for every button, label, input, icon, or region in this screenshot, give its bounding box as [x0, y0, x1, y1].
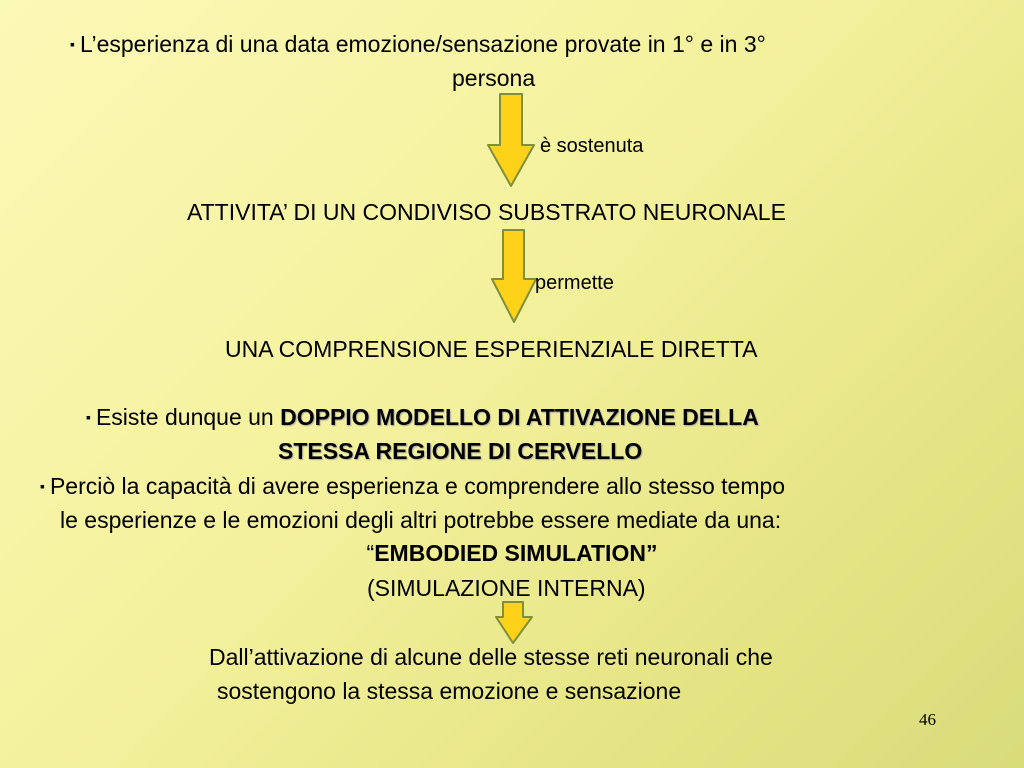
- capacity-text: Perciò la capacità di avere esperienza e comprendere allo stesso tempo: [49, 473, 786, 499]
- arrow-label-sostenuta: è sostenuta: [540, 135, 644, 157]
- capacity-bullet-line: [40, 473, 785, 500]
- arrow-label-permette: permette: [535, 272, 614, 294]
- bullet-icon: ▪: [86, 409, 91, 425]
- final-text-line2: sostengono la stessa emozione e sensazione: [217, 678, 682, 704]
- intro-text: L’esperienza di una data emozione/sensazione provate in 1° e in 3°: [79, 31, 766, 57]
- down-arrow-icon: [486, 93, 536, 189]
- embodied-simulation-bold: EMBODIED SIMULATION”: [374, 540, 658, 566]
- experiential-understanding-text: UNA COMPRENSIONE ESPERIENZIALE DIRETTA: [225, 336, 758, 362]
- embodied-open-quote: “: [366, 540, 375, 566]
- neural-substrate-text: ATTIVITA’ DI UN CONDIVISO SUBSTRATO NEURONALE: [187, 199, 786, 225]
- double-model-prefix: Esiste dunque un: [95, 404, 281, 430]
- double-model-emphasis-continued: STESSA REGIONE DI CERVELLO: [278, 438, 643, 464]
- page-number: 46: [919, 710, 936, 729]
- bullet-icon: ▪: [40, 478, 45, 494]
- bullet-icon: ▪: [70, 36, 75, 52]
- intro-bullet-line: [70, 31, 766, 58]
- embodied-simulation-title: [0, 540, 1024, 567]
- down-arrow-icon: [494, 601, 534, 645]
- final-text-line1: Dall’attivazione di alcune delle stesse reti neuronali che: [209, 644, 773, 670]
- double-model-emphasis: DOPPIO MODELLO DI ATTIVAZIONE DELLA: [280, 404, 759, 430]
- down-arrow-icon: [490, 229, 538, 325]
- capacity-text-continued: le esperienze e le emozioni degli altri potrebbe essere mediate da una:: [60, 507, 782, 533]
- internal-simulation-text: (SIMULAZIONE INTERNA): [367, 575, 646, 601]
- intro-text-continued: persona: [452, 65, 536, 91]
- double-model-bullet-line: [86, 404, 759, 431]
